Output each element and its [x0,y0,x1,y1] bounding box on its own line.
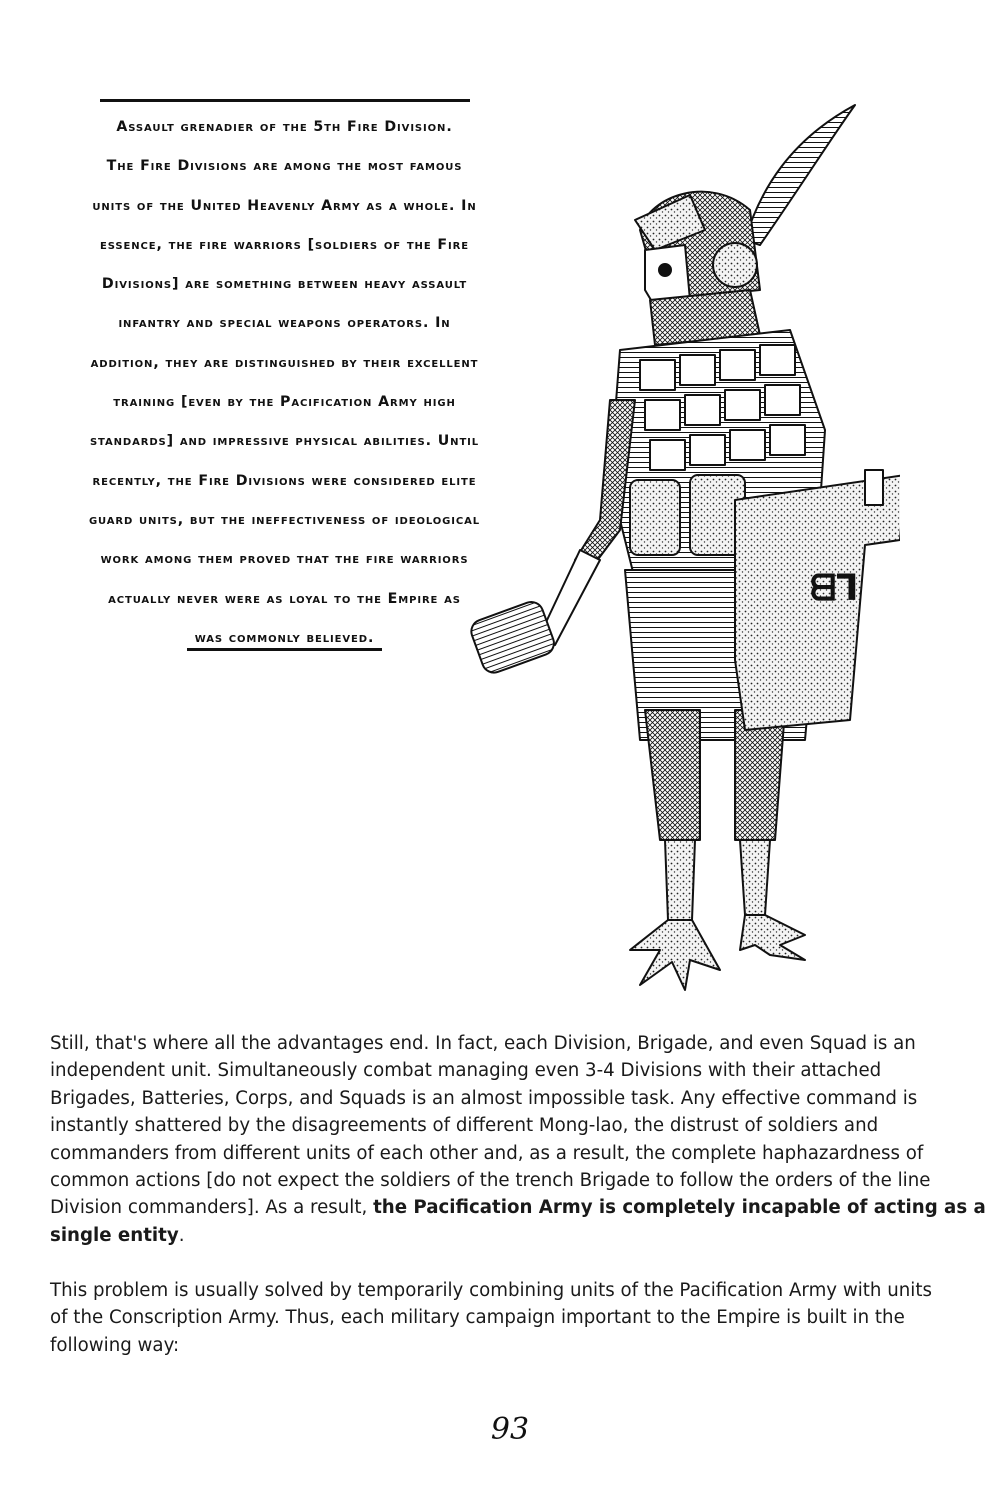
page-number: 93 [490,1412,530,1447]
caption-line: work among them proved that the fire warriors [100,551,469,568]
caption-line: was commonly believed. [194,629,375,646]
paragraph-line [50,1222,960,1249]
caption-line: Divisions] are something between heavy assault [101,276,468,293]
caption-line: essence, the fire warriors [soldiers of the Fire [100,236,469,253]
paragraph-line: of the Conscription Army. Thus, each military campaign important to the Empire is built in the [50,1307,905,1329]
line-text: Division commanders]. As a result, [50,1197,374,1219]
emphasis-text: single entity [50,1224,179,1246]
line-text: . [178,1224,185,1246]
caption-line: standards] and impressive physical abilities. Until [89,433,480,450]
caption-line: addition, they are distinguished by their excellent [90,354,479,371]
banner-glyph: ᗺᒣ [810,568,859,609]
caption-line: training [even by the Pacification Army high [113,394,456,411]
caption-line: actually never were as loyal to the Empire as [108,590,461,607]
paragraph-1 [50,1030,986,1249]
paragraph-line: instantly shattered by the disagreements of different Mong-lao, the distrust of soldiers and [50,1115,879,1137]
emphasis-text: the Pacification Army is completely incapable of acting as a [373,1197,986,1219]
paragraph-line: independent unit. Simultaneously combat managing even 3-4 Divisions with their attached [50,1060,882,1082]
grenadier-illustration [460,100,900,1000]
paragraph-line: Still, that's where all the advantages end. In fact, each Division, Brigade, and even Squad is an [50,1033,916,1054]
illustration-caption [52,108,517,658]
paragraph-line: Brigades, Batteries, Corps, and Squads is an almost impossible task. Any effective command is [50,1087,918,1109]
caption-line: infantry and special weapons operators. In [118,315,451,332]
paragraph-line [50,1194,986,1221]
paragraph-line: following way: [50,1334,180,1356]
caption-line: units of the United Heavenly Army as a whole. In [92,197,477,214]
caption-line: recently, the Fire Divisions were considered elite [92,472,477,489]
paragraph-line: commanders from different units of each other and, as a result, the complete haphazardness of [50,1142,924,1164]
paragraph-line: common actions [do not expect the soldiers of the trench Brigade to follow the orders of the line [50,1170,931,1192]
caption-bottom-rule [187,648,382,651]
caption-line: Assault grenadier of the 5th Fire Division. [116,119,453,135]
paragraph-2 [50,1277,960,1359]
caption-line: The Fire Divisions are among the most famous [106,158,463,175]
paragraph-line: This problem is usually solved by temporarily combining units of the Pacification Army with units [50,1280,932,1301]
caption-top-rule [100,99,470,102]
caption-line: guard units, but the ineffectiveness of ideological [88,511,481,528]
